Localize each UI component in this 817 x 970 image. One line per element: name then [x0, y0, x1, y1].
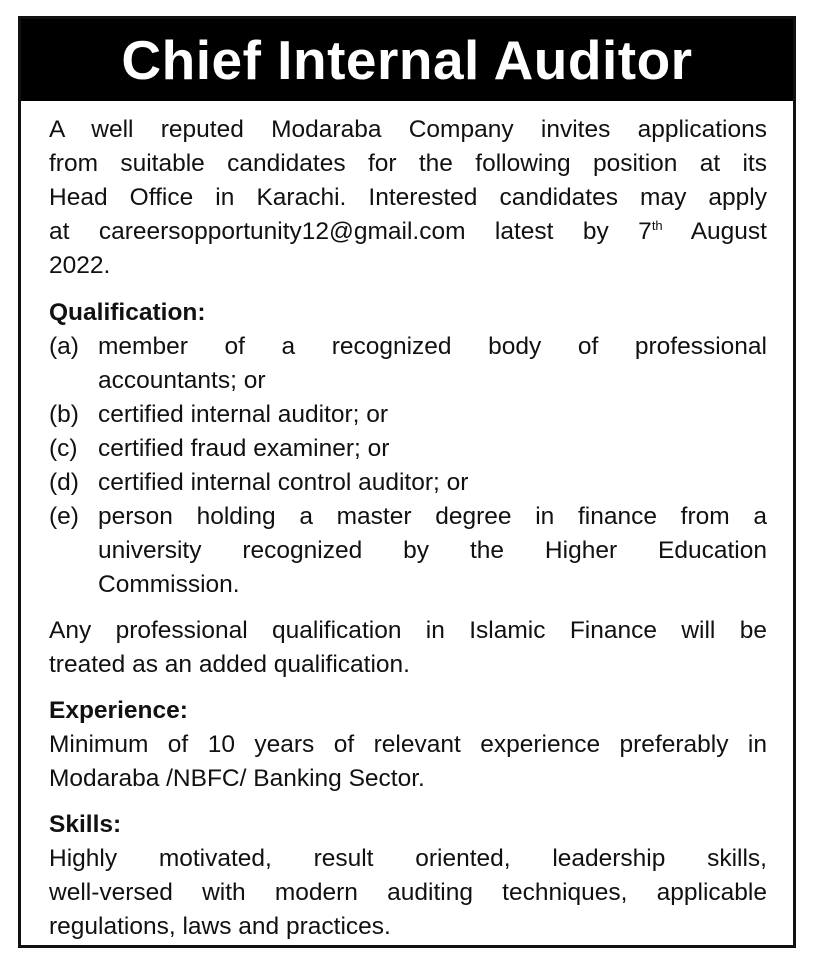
intro-line: 2022. — [49, 252, 111, 279]
title-banner — [21, 19, 793, 101]
item-label: (c) — [49, 435, 78, 462]
item-text: certified fraud examiner; or — [98, 435, 390, 462]
skills-heading: Skills: — [49, 811, 122, 838]
item-text: certified internal control auditor; or — [98, 469, 469, 496]
experience-line: Modaraba /NBFC/ Banking Sector. — [49, 765, 425, 792]
list-item — [49, 432, 767, 466]
date-suffix: th — [651, 218, 663, 233]
intro-paragraph — [49, 113, 767, 283]
deadline-month: August — [662, 218, 767, 245]
note-line: treated as an added qualification. — [49, 651, 410, 678]
item-label: (b) — [49, 401, 79, 428]
intro-line: A well reputed Modaraba Company invites applications — [49, 116, 767, 143]
skills-line: regulations, laws and practices. — [49, 913, 391, 940]
intro-line: from suitable candidates for the following position at its — [49, 150, 767, 177]
skills-text — [49, 842, 767, 944]
qualification-heading: Qualification: — [49, 299, 206, 326]
ad-body — [21, 101, 793, 944]
skills-line: Highly motivated, result oriented, leadership skills, — [49, 845, 767, 872]
experience-heading: Experience: — [49, 697, 188, 724]
note-line: Any professional qualification in Islamic Finance will be — [49, 617, 767, 644]
skills-line: well-versed with modern auditing techniques, applicable — [49, 879, 767, 906]
list-item — [49, 466, 767, 500]
experience-text — [49, 728, 767, 796]
qualification-list — [49, 330, 767, 602]
islamic-finance-note — [49, 614, 767, 682]
list-item — [49, 398, 767, 432]
item-text: accountants; or — [98, 367, 266, 394]
item-label: (d) — [49, 469, 79, 496]
experience-line: Minimum of 10 years of relevant experience preferably in — [49, 731, 767, 758]
intro-line-deadline — [49, 215, 767, 249]
item-text: Commission. — [98, 571, 240, 598]
item-text: person holding a master degree in finance from a — [98, 503, 767, 530]
list-item — [49, 330, 767, 398]
item-label: (a) — [49, 333, 79, 360]
item-label: (e) — [49, 503, 79, 530]
item-text: certified internal auditor; or — [98, 401, 389, 428]
ad-title: Chief Internal Auditor — [121, 29, 693, 91]
intro-line: Head Office in Karachi. Interested candidates may apply — [49, 184, 767, 211]
deadline-text: at careersopportunity12@gmail.com latest by 7 — [49, 218, 652, 245]
list-item — [49, 500, 767, 602]
job-advertisement — [18, 16, 796, 948]
item-text: member of a recognized body of professional — [98, 333, 767, 360]
item-text: university recognized by the Higher Education — [98, 537, 767, 564]
